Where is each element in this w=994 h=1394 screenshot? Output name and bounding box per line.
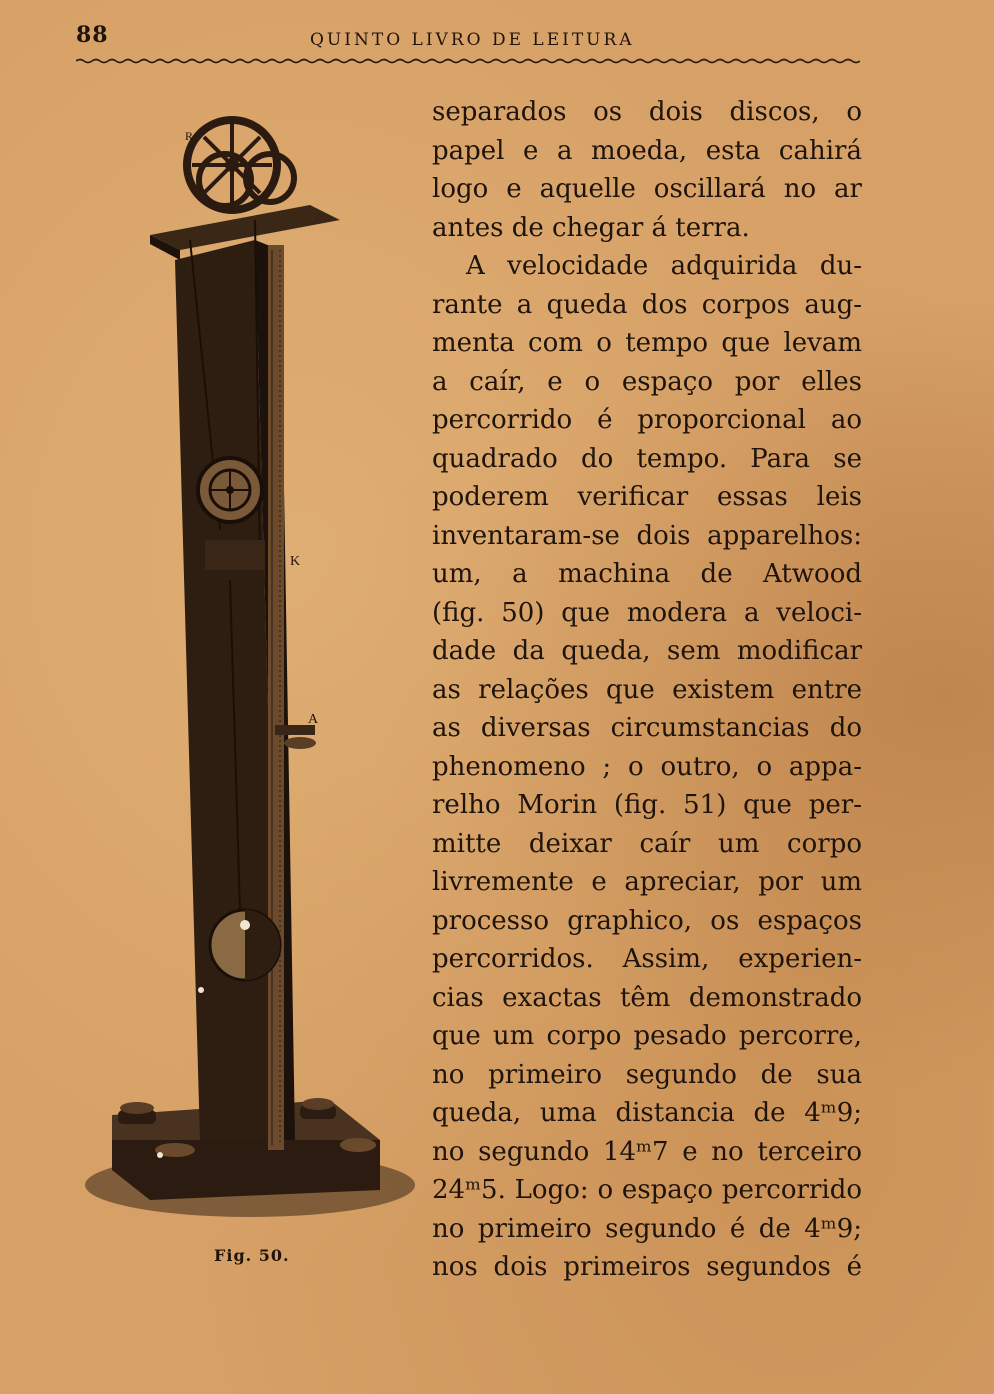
text-line: mitte deixar caír um corpo (432, 828, 862, 859)
text-line: que um corpo pesado percorre, (432, 1021, 862, 1051)
text-line: as relações que existem entre (432, 674, 862, 705)
text-line: livremente e apreciar, por um (432, 867, 862, 897)
label-r: R (185, 129, 194, 143)
header-rule (76, 58, 860, 64)
text-line: separados os dois discos, o (432, 97, 862, 127)
atwood-machine-illustration (80, 110, 425, 1230)
body-text (432, 93, 862, 1287)
text-line: antes de chegar á terra. (432, 212, 750, 243)
running-head: QUINTO LIVRO DE LEITURA (310, 30, 635, 50)
page-number: 88 (76, 22, 109, 48)
text-line: logo e aquelle oscillará no ar (432, 174, 862, 204)
label-k: K (290, 554, 301, 569)
text-line: cias exactas têm demonstrado (432, 982, 862, 1013)
text-line: papel e a moeda, esta cahirá (432, 135, 862, 166)
text-line: inventaram-se dois apparelhos: (432, 520, 862, 551)
text-line: menta com o tempo que levam (432, 328, 862, 358)
text-line: um, a machina de Atwood (432, 559, 862, 589)
text-line: (fig. 50) que modera a veloci- (432, 597, 862, 628)
text-line: relho Morin (fig. 51) que per- (432, 790, 862, 820)
text-line: queda, uma distancia de 4ᵐ9; (432, 1098, 862, 1128)
text-line: a caír, e o espaço por elles (432, 366, 862, 397)
figure-caption: Fig. 50. (214, 1246, 290, 1265)
text-line: nos dois primeiros segundos é (432, 1252, 862, 1282)
text-line: no primeiro segundo de sua (432, 1059, 862, 1090)
text-line: rante a queda dos corpos aug- (432, 289, 862, 320)
text-line: A velocidade adquirida du- (466, 251, 862, 281)
label-a: A (308, 712, 319, 727)
text-line: 24ᵐ5. Logo: o espaço percorrido (432, 1175, 862, 1205)
text-line: processo graphico, os espaços (432, 905, 862, 936)
text-line: percorridos. Assim, experien- (432, 944, 862, 974)
text-line: quadrado do tempo. Para se (432, 443, 862, 474)
text-line: no primeiro segundo é de 4ᵐ9; (432, 1213, 862, 1244)
text-line: poderem verificar essas leis (432, 482, 862, 512)
text-line: as diversas circumstancias do (432, 713, 862, 743)
text-line: dade da queda, sem modificar (432, 636, 862, 666)
text-line: phenomeno ; o outro, o appa- (432, 751, 862, 782)
text-line: percorrido é proporcional ao (432, 405, 862, 435)
text-line: no segundo 14ᵐ7 e no terceiro (432, 1136, 862, 1167)
